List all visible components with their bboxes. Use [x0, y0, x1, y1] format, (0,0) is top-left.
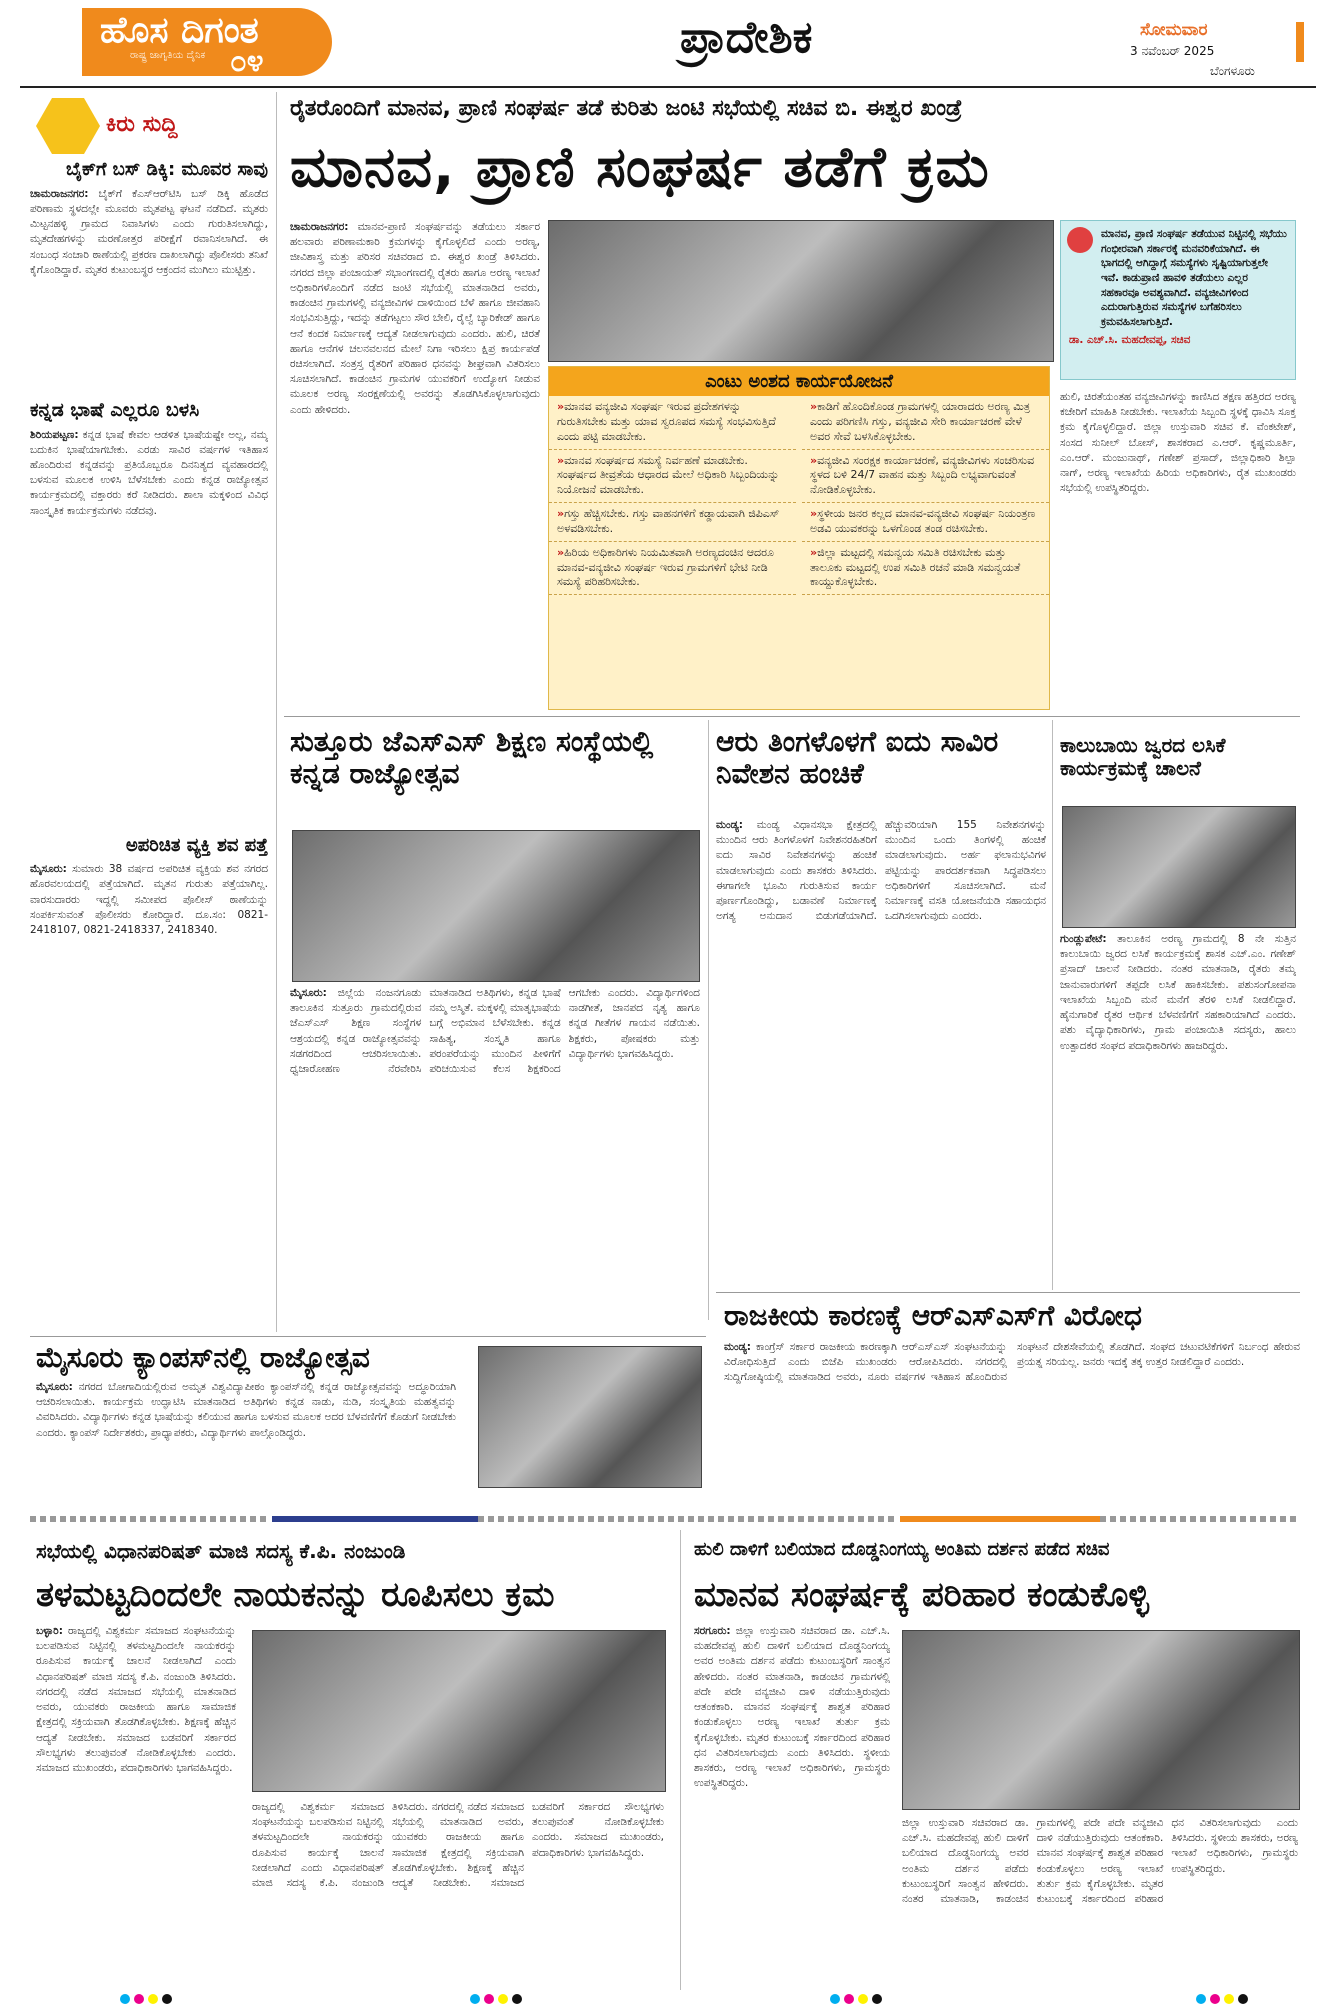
story-text: ಮಂಡ್ಯ ವಿಧಾನಸಭಾ ಕ್ಷೇತ್ರದಲ್ಲಿ ಮುಂದಿನ ಆರು ತಿಂಗಳೊಳಗೆ ನಿವೇಶನರಹಿತರಿಗೆ ಐದು ಸಾವಿರ ನಿವೇಶನಗಳನ್ನು ಹಂಚಿಕೆ ಮಾಡಲಾಗುವುದು ಎಂದು ಶಾಸಕರು ತಿಳಿಸಿದರು. ಈಗಾಗಲೇ ಭೂಮಿ ಗುರುತಿಸುವ ಕಾರ್ಯ ಪೂರ್ಣಗೊಂಡಿದ್ದು, ಬಡಾವಣೆ ನಿರ್ಮಾಣಕ್ಕೆ ಅಗತ್ಯ ಅನುದಾನ ಬಿಡುಗಡೆಯಾಗಿದೆ. ಹೆಚ್ಚುವರಿಯಾಗಿ 155 ನಿವೇಶನಗಳನ್ನು ಮುಂದಿನ ಒಂದು ತಿಂಗಳಲ್ಲಿ ಹಂಚಿಕೆ ಮಾಡಲಾಗುವುದು. ಅರ್ಹ ಫಲಾನುಭವಿಗಳ ಪಟ್ಟಿಯನ್ನು ಪಾರದರ್ಶಕವಾಗಿ ಸಿದ್ಧಪಡಿಸಲು ಅಧಿಕಾರಿಗಳಿಗೆ ಸೂಚಿಸಲಾಗಿದೆ. ಮನೆ ನಿರ್ಮಾಣಕ್ಕೆ ವಸತಿ ಯೋಜನೆಯಡಿ ಸಹಾಯಧನ ಒದಗಿಸಲಾಗುವುದು ಎಂದರು.: [716, 819, 1046, 923]
page-number: ೦೪: [230, 44, 264, 79]
story-text: ಜಿಲ್ಲೆಯ ನಂಜನಗೂಡು ತಾಲೂಕಿನ ಸುತ್ತೂರು ಗ್ರಾಮದಲ್ಲಿರುವ ಜೆಎಸ್‌ಎಸ್ ಶಿಕ್ಷಣ ಸಂಸ್ಥೆಗಳ ಆಶ್ರಯದಲ್ಲಿ ಕನ್ನಡ ರಾಜ್ಯೋತ್ಸವವನ್ನು ಸಡಗರದಿಂದ ಆಚರಿಸಲಾಯಿತು. ಧ್ವಜಾರೋಹಣ ನೆರವೇರಿಸಿ ಮಾತನಾಡಿದ ಅತಿಥಿಗಳು, ಕನ್ನಡ ಭಾಷೆ ನಮ್ಮ ಅಸ್ಮಿತೆ. ಮಕ್ಕಳಲ್ಲಿ ಮಾತೃಭಾಷೆಯ ಬಗ್ಗೆ ಅಭಿಮಾನ ಬೆಳೆಸಬೇಕು. ಕನ್ನಡ ಸಾಹಿತ್ಯ, ಸಂಸ್ಕೃತಿ ಹಾಗೂ ಪರಂಪರೆಯನ್ನು ಮುಂದಿನ ಪೀಳಿಗೆಗೆ ಪರಿಚಯಿಸುವ ಕೆಲಸ ಶಿಕ್ಷಕರಿಂದ ಆಗಬೇಕು ಎಂದರು. ವಿದ್ಯಾರ್ಥಿಗಳಿಂದ ನಾಡಗೀತೆ, ಜಾನಪದ ನೃತ್ಯ ಹಾಗೂ ಕನ್ನಡ ಗೀತೆಗಳ ಗಾಯನ ನಡೆಯಿತು. ಶಿಕ್ಷಕರು, ಪೋಷಕರು ಮತ್ತು ವಿದ್ಯಾರ್ಥಿಗಳು ಭಾಗವಹಿಸಿದ್ದರು.: [290, 987, 700, 1076]
section-title: ಪ್ರಾದೇಶಿಕ: [680, 12, 813, 63]
rss-body: [724, 1340, 1300, 1480]
section-divider: [284, 716, 1300, 717]
registration-mark-icon: [1224, 1994, 1234, 2004]
hand-pointer-icon: [36, 98, 100, 154]
paper-name: ಹೊಸ ದಿಗಂತ: [100, 10, 259, 51]
campus-headline[interactable]: ಮೈಸೂರು ಕ್ಯಾಂಪಸ್‌ನಲ್ಲಿ ರಾಜ್ಯೋತ್ಸವ: [36, 1341, 370, 1374]
lead-body-continued: ಹುಲಿ, ಚಿರತೆಯಂತಹ ವನ್ಯಜೀವಿಗಳನ್ನು ಕಾಣಿಸಿದ ತಕ್ಷಣ ಹತ್ತಿರದ ಅರಣ್ಯ ಕಚೇರಿಗೆ ಮಾಹಿತಿ ನೀಡಬೇಕು. ಇಲಾಖೆಯ ಸಿಬ್ಬಂದಿ ಸ್ಥಳಕ್ಕೆ ಧಾವಿಸಿ ಸೂಕ್ತ ಕ್ರಮ ಕೈಗೊಳ್ಳಲಿದ್ದಾರೆ. ಜಿಲ್ಲಾ ಉಸ್ತುವಾರಿ ಸಚಿವ ಕೆ. ವೆಂಕಟೇಶ್, ಸಂಸದ ಸುನೀಲ್ ಬೋಸ್, ಶಾಸಕರಾದ ಎ.ಆರ್. ಕೃಷ್ಣಮೂರ್ತಿ, ಎಂ.ಆರ್. ಮಂಜುನಾಥ್, ಗಣೇಶ್ ಪ್ರಸಾದ್, ಜಿಲ್ಲಾಧಿಕಾರಿ ಶಿಲ್ಪಾ ನಾಗ್, ಅರಣ್ಯ ಇಲಾಖೆಯ ಹಿರಿಯ ಅಧಿಕಾರಿಗಳು, ರೈತ ಮುಖಂಡರು ಸಭೆಯಲ್ಲಿ ಉಪಸ್ಥಿತರಿದ್ದರು.: [1060, 391, 1296, 495]
header-day: ಸೋಮವಾರ: [1140, 20, 1208, 40]
registration-mark-icon: [1238, 1994, 1248, 2004]
story-text: ತಾಲೂಕಿನ ಅರಣ್ಯ ಗ್ರಾಮದಲ್ಲಿ 8 ನೇ ಸುತ್ತಿನ ಕಾಲುಬಾಯಿ ಜ್ವರದ ಲಸಿಕೆ ಕಾರ್ಯಕ್ರಮಕ್ಕೆ ಶಾಸಕ ಎಚ್.ಎಂ. ಗಣೇಶ್ ಪ್ರಸಾದ್ ಚಾಲನೆ ನೀಡಿದರು. ನಂತರ ಮಾತನಾಡಿ, ರೈತರು ತಮ್ಮ ಜಾನುವಾರುಗಳಿಗೆ ತಪ್ಪದೇ ಲಸಿಕೆ ಹಾಕಿಸಬೇಕು. ಪಶುಸಂಗೋಪನಾ ಇಲಾಖೆಯ ಸಿಬ್ಬಂದಿ ಮನೆ ಮನೆಗೆ ತೆರಳಿ ಲಸಿಕೆ ನೀಡಲಿದ್ದಾರೆ. ಹೈನುಗಾರಿಕೆ ರೈತರ ಆರ್ಥಿಕ ಬೆಳವಣಿಗೆಗೆ ಸಹಕಾರಿಯಾಗಿದೆ ಎಂದರು. ಪಶು ವೈದ್ಯಾಧಿಕಾರಿಗಳು, ಗ್ರಾಮ ಪಂಚಾಯಿತಿ ಸದಸ್ಯರು, ಹಾಲು ಉತ್ಪಾದಕರ ಸಂಘದ ಪದಾಧಿಕಾರಿಗಳು ಹಾಜರಿದ್ದರು.: [1060, 933, 1296, 1052]
plan-item: » ಹಿರಿಯ ಅಧಿಕಾರಿಗಳು ನಿಯಮಿತವಾಗಿ ಅರಣ್ಯದಂಚಿನ ಆದರೂ ಮಾನವ-ವನ್ಯಜೀವಿ ಸಂಘರ್ಷ ಇರುವ ಗ್ರಾಮಗಳಿಗೆ ಭೇಟಿ ನೀಡಿ ಸಮಸ್ಯೆ ಪರಿಹರಿಸಬೇಕು.: [549, 542, 796, 596]
action-plan-box: [548, 366, 1050, 710]
story-body-kannada: [30, 428, 268, 828]
story-text: ಸುಮಾರು 38 ವರ್ಷದ ಅಪರಿಚಿತ ವ್ಯಕ್ತಿಯ ಶವ ನಗರದ ಹೊರವಲಯದಲ್ಲಿ ಪತ್ತೆಯಾಗಿದೆ. ಮೃತನ ಗುರುತು ಪತ್ತೆಯಾಗಿಲ್ಲ. ವಾರಸುದಾರರು ಇದ್ದಲ್ಲಿ ಸಮೀಪದ ಪೊಲೀಸ್ ಠಾಣೆಯನ್ನು ಸಂಪರ್ಕಿಸುವಂತೆ ಪೊಲೀಸರು ಕೋರಿದ್ದಾರೆ. ದೂ.ಸಂ: 0821-2418107, 0821-2418337, 2418340.: [30, 863, 268, 937]
quote-icon: [1067, 227, 1093, 253]
registration-mark-icon: [470, 1994, 480, 2004]
registration-mark-icon: [148, 1994, 158, 2004]
nanjundi-photo: [252, 1630, 666, 1792]
lead-headline[interactable]: ಮಾನವ, ಪ್ರಾಣಿ ಸಂಘರ್ಷ ತಡೆಗೆ ಕ್ರಮ: [290, 135, 990, 200]
column-divider: [276, 92, 277, 1332]
registration-mark-icon: [858, 1994, 868, 2004]
story-headline-bus-accident[interactable]: ಬೈಕ್‌ಗೆ ಬಸ್ ಡಿಕ್ಕಿ: ಮೂವರ ಸಾವು: [65, 159, 268, 180]
header-accent-bar: [1296, 22, 1304, 62]
kalubai-body: [1060, 932, 1296, 1288]
nanjundi-kicker: ಸಭೆಯಲ್ಲಿ ವಿಧಾನಪರಿಷತ್ ಮಾಜಿ ಸದಸ್ಯ ಕೆ.ಪಿ. ನಂಜುಂಡಿ: [36, 1539, 406, 1563]
story-text: ನಗರದ ಬೋಗಾದಿಯಲ್ಲಿರುವ ಅಮೃತ ವಿಶ್ವವಿದ್ಯಾಪೀಠಂ ಕ್ಯಾಂಪಸ್‌ನಲ್ಲಿ ಕನ್ನಡ ರಾಜ್ಯೋತ್ಸವವನ್ನು ಅದ್ಧೂರಿಯಾಗಿ ಆಚರಿಸಲಾಯಿತು. ಕಾರ್ಯಕ್ರಮ ಉದ್ಘಾಟಿಸಿ ಮಾತನಾಡಿದ ಅತಿಥಿಗಳು ಕನ್ನಡ ನಾಡು, ನುಡಿ, ಸಂಸ್ಕೃತಿಯ ಮಹತ್ವವನ್ನು ವಿವರಿಸಿದರು. ವಿದ್ಯಾರ್ಥಿಗಳು ಕನ್ನಡ ಭಾಷೆಯನ್ನು ಕಲಿಯುವ ಹಾಗೂ ಬಳಸುವ ಮೂಲಕ ಅದರ ಬೆಳವಣಿಗೆಗೆ ಕೊಡುಗೆ ನೀಡಬೇಕು ಎಂದರು. ಕ್ಯಾಂಪಸ್ ನಿರ್ದೇಶಕರು, ಪ್ರಾಧ್ಯಾಪಕರು, ವಿದ್ಯಾರ್ಥಿಗಳು ಪಾಲ್ಗೊಂಡಿದ್ದರು.: [36, 1381, 456, 1439]
lead-kicker: ರೈತರೊಂದಿಗೆ ಮಾನವ, ಪ್ರಾಣಿ ಸಂಘರ್ಷ ತಡೆ ಕುರಿತು ಜಂಟಿ ಸಭೆಯಲ್ಲಿ ಸಚಿವ ಬಿ. ಈಶ್ವರ ಖಂಡ್ರೆ: [290, 96, 962, 121]
dateline: ಮೈಸೂರು:: [290, 987, 327, 999]
plan-item: » ಮಾನವ ವನ್ಯಜೀವಿ ಸಂಘರ್ಷ ಇರುವ ಪ್ರದೇಶಗಳನ್ನು ಗುರುತಿಸಬೇಕು ಮತ್ತು ಯಾವ ಸ್ವರೂಪದ ಸಮಸ್ಯೆ ಸಂಭವಿಸುತ್ತಿದೆ ಎಂದು ಪಟ್ಟಿ ಮಾಡಬೇಕು.: [549, 396, 796, 450]
dateline: ಶಿರಿಯಪಟ್ಟಣ:: [30, 428, 79, 441]
story-headline-kannada[interactable]: ಕನ್ನಡ ಭಾಷೆ ಎಲ್ಲರೂ ಬಳಸಿ: [30, 398, 200, 421]
divider-strip: [900, 1516, 1100, 1522]
registration-mark-icon: [498, 1994, 508, 2004]
nanjundi-body-continued: ರಾಜ್ಯದಲ್ಲಿ ವಿಶ್ವಕರ್ಮ ಸಮಾಜದ ಸಂಘಟನೆಯನ್ನು ಬಲಪಡಿಸುವ ನಿಟ್ಟಿನಲ್ಲಿ ತಳಮಟ್ಟದಿಂದಲೇ ನಾಯಕರನ್ನು ರೂಪಿಸುವ ಕಾರ್ಯಕ್ಕೆ ಚಾಲನೆ ನೀಡಲಾಗಿದೆ ಎಂದು ವಿಧಾನಪರಿಷತ್ ಮಾಜಿ ಸದಸ್ಯ ಕೆ.ಪಿ. ನಂಜುಂಡಿ ತಿಳಿಸಿದರು. ನಗರದಲ್ಲಿ ನಡೆದ ಸಮಾಜದ ಸಭೆಯಲ್ಲಿ ಮಾತನಾಡಿದ ಅವರು, ಯುವಕರು ರಾಜಕೀಯ ಹಾಗೂ ಸಾಮಾಜಿಕ ಕ್ಷೇತ್ರದಲ್ಲಿ ಸಕ್ರಿಯವಾಗಿ ತೊಡಗಿಕೊಳ್ಳಬೇಕು. ಶಿಕ್ಷಣಕ್ಕೆ ಹೆಚ್ಚಿನ ಆದ್ಯತೆ ನೀಡಬೇಕು. ಸಮಾಜದ ಬಡವರಿಗೆ ಸರ್ಕಾರದ ಸೌಲಭ್ಯಗಳು ತಲುಪುವಂತೆ ನೋಡಿಕೊಳ್ಳಬೇಕು ಎಂದರು. ಸಮಾಜದ ಮುಖಂಡರು, ಪದಾಧಿಕಾರಿಗಳು ಭಾಗವಹಿಸಿದ್ದರು.: [252, 1801, 664, 1890]
story-text: ಕನ್ನಡ ಭಾಷೆ ಕೇವಲ ಆಡಳಿತ ಭಾಷೆಯಷ್ಟೇ ಅಲ್ಲ, ನಮ್ಮ ಬದುಕಿನ ಭಾಷೆಯಾಗಬೇಕು. ಎರಡು ಸಾವಿರ ವರ್ಷಗಳ ಇತಿಹಾಸ ಹೊಂದಿರುವ ಕನ್ನಡವನ್ನು ಪ್ರತಿಯೊಬ್ಬರೂ ದಿನನಿತ್ಯದ ವ್ಯವಹಾರದಲ್ಲಿ ಬಳಸುವ ಮೂಲಕ ಉಳಿಸಿ ಬೆಳೆಸಬೇಕು ಎಂದು ಕನ್ನಡ ರಾಜ್ಯೋತ್ಸವ ಕಾರ್ಯಕ್ರಮದಲ್ಲಿ ವಕ್ತಾರರು ಕರೆ ನೀಡಿದರು. ಶಾಲಾ ಮಕ್ಕಳಿಂದ ವಿವಿಧ ಸಾಂಸ್ಕೃತಿಕ ಕಾರ್ಯಕ್ರಮಗಳು ನಡೆದವು.: [30, 428, 268, 517]
plan-item: » ಕಾಡಿಗೆ ಹೊಂದಿಕೊಂಡ ಗ್ರಾಮಗಳಲ್ಲಿ ಯಾರಾದರು ಅರಣ್ಯ ಮಿತ್ರ ಎಂದು ಪರಿಗಣಿಸಿ ಗಸ್ತು, ವನ್ಯಜೀವಿ ಸೇರಿ ಕಾರ್ಯಾಚರಣೆ ವೇಳೆ ಅವರ ಸೇವೆ ಬಳಸಿಕೊಳ್ಳಬೇಕು.: [802, 396, 1049, 450]
dateline: ಮಂಡ್ಯ:: [724, 1341, 751, 1353]
registration-mark-icon: [1210, 1994, 1220, 2004]
paper-tagline: ರಾಷ್ಟ್ರ ಜಾಗೃತಿಯ ದೈನಿಕ: [130, 50, 206, 61]
plan-item: » ಜಿಲ್ಲಾ ಮಟ್ಟದಲ್ಲಿ ಸಮನ್ವಯ ಸಮಿತಿ ರಚಿಸಬೇಕು ಮತ್ತು ತಾಲೂಕು ಮಟ್ಟದಲ್ಲಿ ಉಪ ಸಮಿತಿ ರಚನೆ ಮಾಡಿ ಸಮನ್ವಯತೆ ಕಾಯ್ದುಕೊಳ್ಳಬೇಕು.: [802, 542, 1049, 596]
divider-strip: [272, 1516, 478, 1522]
column-divider: [1052, 720, 1053, 1290]
column-divider: [708, 720, 709, 1320]
registration-mark-icon: [844, 1994, 854, 2004]
plan-item: » ಗಸ್ತು ಹೆಚ್ಚಿಸಬೇಕು. ಗಸ್ತು ವಾಹನಗಳಿಗೆ ಕಡ್ಡಾಯವಾಗಿ ಜಿಪಿಎಸ್ ಅಳವಡಿಸಬೇಕು.: [549, 503, 796, 542]
story-body-body-found: [30, 862, 268, 1302]
dateline: ಚಾಮರಾಜನಗರ:: [290, 221, 349, 233]
story-text: ರಾಜ್ಯದಲ್ಲಿ ವಿಶ್ವಕರ್ಮ ಸಮಾಜದ ಸಂಘಟನೆಯನ್ನು ಬಲಪಡಿಸುವ ನಿಟ್ಟಿನಲ್ಲಿ ತಳಮಟ್ಟದಿಂದಲೇ ನಾಯಕರನ್ನು ರೂಪಿಸುವ ಕಾರ್ಯಕ್ಕೆ ಚಾಲನೆ ನೀಡಲಾಗಿದೆ ಎಂದು ವಿಧಾನಪರಿಷತ್ ಮಾಜಿ ಸದಸ್ಯ ಕೆ.ಪಿ. ನಂಜುಂಡಿ ತಿಳಿಸಿದರು. ನಗರದಲ್ಲಿ ನಡೆದ ಸಮಾಜದ ಸಭೆಯಲ್ಲಿ ಮಾತನಾಡಿದ ಅವರು, ಯುವಕರು ರಾಜಕೀಯ ಹಾಗೂ ಸಾಮಾಜಿಕ ಕ್ಷೇತ್ರದಲ್ಲಿ ಸಕ್ರಿಯವಾಗಿ ತೊಡಗಿಕೊಳ್ಳಬೇಕು. ಶಿಕ್ಷಣಕ್ಕೆ ಹೆಚ್ಚಿನ ಆದ್ಯತೆ ನೀಡಬೇಕು. ಸಮಾಜದ ಬಡವರಿಗೆ ಸರ್ಕಾರದ ಸೌಲಭ್ಯಗಳು ತಲುಪುವಂತೆ ನೋಡಿಕೊಳ್ಳಬೇಕು ಎಂದರು. ಸಮಾಜದ ಮುಖಂಡರು, ಪದಾಧಿಕಾರಿಗಳು ಭಾಗವಹಿಸಿದ್ದರು.: [36, 1625, 236, 1774]
dateline: ಮೈಸೂರು:: [36, 1381, 73, 1393]
dateline: ಬಳ್ಳಾರಿ:: [36, 1625, 63, 1637]
suttur-body: [290, 986, 700, 1326]
story-text: ಬೈಕ್‌ಗೆ ಕೆಎಸ್‌ಆರ್‌ಟಿಸಿ ಬಸ್ ಡಿಕ್ಕಿ ಹೊಡೆದ ಪರಿಣಾಮ ಸ್ಥಳದಲ್ಲೇ ಮೂವರು ಮೃತಪಟ್ಟ ಘಟನೆ ನಡೆದಿದೆ. ಮೃತರು ಮಿಟ್ಟನಹಳ್ಳಿ ಗ್ರಾಮದ ನಿವಾಸಿಗಳು ಎಂದು ಗುರುತಿಸಲಾಗಿದ್ದು, ಮೃತದೇಹಗಳನ್ನು ಮರಣೋತ್ತರ ಪರೀಕ್ಷೆಗೆ ರವಾನಿಸಲಾಗಿದೆ. ಈ ಸಂಬಂಧ ಸಂಚಾರಿ ಠಾಣೆಯಲ್ಲಿ ಪ್ರಕರಣ ದಾಖಲಾಗಿದ್ದು ಪೊಲೀಸರು ತನಿಖೆ ಕೈಗೊಂಡಿದ್ದಾರೆ. ಮೃತರ ಕುಟುಂಬಸ್ಥರ ಆಕ್ರಂದನ ಮುಗಿಲು ಮುಟ್ಟಿತ್ತು.: [30, 187, 268, 276]
registration-mark-icon: [830, 1994, 840, 2004]
story-body-bus-accident: [30, 187, 268, 392]
action-plan-title: ಎಂಟು ಅಂಶದ ಕಾರ್ಯಯೋಜನೆ: [549, 367, 1049, 396]
header-rule: [20, 86, 1316, 88]
column-divider: [680, 1530, 681, 1990]
housing-headline[interactable]: ಆರು ತಿಂಗಳೊಳಗೆ ಐದು ಸಾವಿರ ನಿವೇಶನ ಹಂಚಿಕೆ: [716, 725, 999, 791]
parihara-photo: [902, 1630, 1300, 1810]
housing-body: [716, 818, 1046, 1288]
plan-item: » ವನ್ಯಜೀವಿ ಸಂರಕ್ಷಕ ಕಾರ್ಯಾಚರಣೆ, ವನ್ಯಜೀವಿಗಳು ಸಂಚರಿಸುವ ಸ್ಥಳದ ಬಳಿ 24/7 ವಾಹನ ಮತ್ತು ಸಿಬ್ಬಂದಿ ಲಭ್ಯವಾಗುವಂತೆ ನೋಡಿಕೊಳ್ಳಬೇಕು.: [802, 450, 1049, 504]
divider-strip: [478, 1516, 898, 1522]
quote-attribution: ಡಾ. ಎಚ್.ಸಿ. ಮಹದೇವಪ್ಪ, ಸಚಿವ: [1069, 333, 1191, 346]
story-text: ಮಾನವ-ಪ್ರಾಣಿ ಸಂಘರ್ಷವನ್ನು ತಡೆಯಲು ಸರ್ಕಾರ ಹಲವಾರು ಪರಿಣಾಮಕಾರಿ ಕ್ರಮಗಳನ್ನು ಕೈಗೊಳ್ಳಲಿದೆ ಎಂದು ಅರಣ್ಯ, ಜೀವಿಶಾಸ್ತ್ರ ಮತ್ತು ಪರಿಸರ ಸಚಿವರಾದ ಬಿ. ಈಶ್ವರ ಖಂಡ್ರೆ ತಿಳಿಸಿದರು. ನಗರದ ಜಿಲ್ಲಾ ಪಂಚಾಯತ್ ಸಭಾಂಗಣದಲ್ಲಿ ರೈತರು ಹಾಗೂ ಅರಣ್ಯ ಇಲಾಖೆ ಅಧಿಕಾರಿಗಳೊಂದಿಗೆ ನಡೆದ ಜಂಟಿ ಸಭೆಯಲ್ಲಿ ಮಾತನಾಡಿದ ಅವರು, ಕಾಡಂಚಿನ ಗ್ರಾಮಗಳಲ್ಲಿ ವನ್ಯಜೀವಿಗಳ ದಾಳಿಯಿಂದ ಬೆಳೆ ಹಾಗೂ ಜೀವಹಾನಿ ಸಂಭವಿಸುತ್ತಿದ್ದು, ಇದನ್ನು ತಡೆಗಟ್ಟಲು ಸೌರ ಬೇಲಿ, ರೈಲ್ವೆ ಬ್ಯಾರಿಕೇಡ್ ಹಾಗೂ ಆನೆ ಕಂದಕ ನಿರ್ಮಾಣಕ್ಕೆ ಆದ್ಯತೆ ನೀಡಲಾಗುವುದು ಎಂದರು. ಹುಲಿ, ಚಿರತೆ ಹಾಗೂ ಆನೆಗಳ ಚಲನವಲನದ ಮೇಲೆ ನಿಗಾ ಇರಿಸಲು ಕ್ಷಿಪ್ರ ಕಾರ್ಯಪಡೆ ರಚಿಸಲಾಗಿದೆ. ಸಂತ್ರಸ್ತ ರೈತರಿಗೆ ಪರಿಹಾರ ಧನವನ್ನು ಶೀಘ್ರವಾಗಿ ವಿತರಿಸಲು ಸೂಚಿಸಲಾಗಿದೆ. ಕಾಡಂಚಿನ ಗ್ರಾಮಗಳ ಯುವಕರಿಗೆ ಉದ್ಯೋಗ ನೀಡುವ ಮೂಲಕ ಅರಣ್ಯ ಸಂರಕ್ಷಣೆಯಲ್ಲಿ ಅವರನ್ನು ತೊಡಗಿಸಿಕೊಳ್ಳಲಾಗುವುದು ಎಂದು ಹೇಳಿದರು.: [290, 221, 540, 416]
parihara-headline[interactable]: ಮಾನವ ಸಂಘರ್ಷಕ್ಕೆ ಪರಿಹಾರ ಕಂಡುಕೊಳ್ಳಿ: [694, 1575, 1150, 1615]
parihara-body: [694, 1624, 890, 1984]
plan-item: » ಸ್ಥಳೀಯ ಜನರ ಕಲ್ಲದ ಮಾನವ-ವನ್ಯಜೀವಿ ಸಂಘರ್ಷ ನಿಯಂತ್ರಣ ಅಡವಿ ಯುವಕರನ್ನು ಒಳಗೊಂಡ ತಂಡ ರಚಿಸಬೇಕು.: [802, 503, 1049, 542]
suttur-headline[interactable]: ಸುತ್ತೂರು ಜೆಎಸ್‌ಎಸ್ ಶಿಕ್ಷಣ ಸಂಸ್ಥೆಯಲ್ಲಿ ಕನ್ನಡ ರಾಜ್ಯೋತ್ಸವ: [290, 725, 654, 791]
registration-mark-icon: [162, 1994, 172, 2004]
campus-body: [36, 1380, 456, 1490]
registration-mark-icon: [1196, 1994, 1206, 2004]
registration-mark-icon: [872, 1994, 882, 2004]
story-text: ಜಿಲ್ಲಾ ಉಸ್ತುವಾರಿ ಸಚಿವರಾದ ಡಾ. ಎಚ್.ಸಿ. ಮಹದೇವಪ್ಪ ಹುಲಿ ದಾಳಿಗೆ ಬಲಿಯಾದ ದೊಡ್ಡನಿಂಗಯ್ಯ ಅವರ ಅಂತಿಮ ದರ್ಶನ ಪಡೆದು ಕುಟುಂಬಸ್ಥರಿಗೆ ಸಾಂತ್ವನ ಹೇಳಿದರು. ನಂತರ ಮಾತನಾಡಿ, ಕಾಡಂಚಿನ ಗ್ರಾಮಗಳಲ್ಲಿ ಪದೇ ಪದೇ ವನ್ಯಜೀವಿ ದಾಳಿ ನಡೆಯುತ್ತಿರುವುದು ಆತಂಕಕಾರಿ. ಮಾನವ ಸಂಘರ್ಷಕ್ಕೆ ಶಾಶ್ವತ ಪರಿಹಾರ ಕಂಡುಕೊಳ್ಳಲು ಅರಣ್ಯ ಇಲಾಖೆ ತುರ್ತು ಕ್ರಮ ಕೈಗೊಳ್ಳಬೇಕು. ಮೃತರ ಕುಟುಂಬಕ್ಕೆ ಸರ್ಕಾರದಿಂದ ಪರಿಹಾರ ಧನ ವಿತರಿಸಲಾಗುವುದು ಎಂದು ತಿಳಿಸಿದರು. ಸ್ಥಳೀಯ ಶಾಸಕರು, ಅರಣ್ಯ ಇಲಾಖೆ ಅಧಿಕಾರಿಗಳು, ಗ್ರಾಮಸ್ಥರು ಉಪಸ್ಥಿತರಿದ್ದರು.: [694, 1625, 890, 1790]
header-date: 3 ನವೆಂಬರ್ 2025: [1130, 44, 1215, 58]
kalubai-photo: [1062, 806, 1296, 928]
parihara-body-continued: ಜಿಲ್ಲಾ ಉಸ್ತುವಾರಿ ಸಚಿವರಾದ ಡಾ. ಎಚ್.ಸಿ. ಮಹದೇವಪ್ಪ ಹುಲಿ ದಾಳಿಗೆ ಬಲಿಯಾದ ದೊಡ್ಡನಿಂಗಯ್ಯ ಅವರ ಅಂತಿಮ ದರ್ಶನ ಪಡೆದು ಕುಟುಂಬಸ್ಥರಿಗೆ ಸಾಂತ್ವನ ಹೇಳಿದರು. ನಂತರ ಮಾತನಾಡಿ, ಕಾಡಂಚಿನ ಗ್ರಾಮಗಳಲ್ಲಿ ಪದೇ ಪದೇ ವನ್ಯಜೀವಿ ದಾಳಿ ನಡೆಯುತ್ತಿರುವುದು ಆತಂಕಕಾರಿ. ಮಾನವ ಸಂಘರ್ಷಕ್ಕೆ ಶಾಶ್ವತ ಪರಿಹಾರ ಕಂಡುಕೊಳ್ಳಲು ಅರಣ್ಯ ಇಲಾಖೆ ತುರ್ತು ಕ್ರಮ ಕೈಗೊಳ್ಳಬೇಕು. ಮೃತರ ಕುಟುಂಬಕ್ಕೆ ಸರ್ಕಾರದಿಂದ ಪರಿಹಾರ ಧನ ವಿತರಿಸಲಾಗುವುದು ಎಂದು ತಿಳಿಸಿದರು. ಸ್ಥಳೀಯ ಶಾಸಕರು, ಅರಣ್ಯ ಇಲಾಖೆ ಅಧಿಕಾರಿಗಳು, ಗ್ರಾಮಸ್ಥರು ಉಪಸ್ಥಿತರಿದ್ದರು.: [902, 1817, 1298, 1906]
quote-box: [1060, 220, 1296, 380]
left-column: [30, 160, 268, 1295]
registration-mark-icon: [134, 1994, 144, 2004]
dateline: ಮಂಡ್ಯ:: [716, 819, 743, 831]
plan-item: » ಮಾನವ ಸಂಘರ್ಷದ ಸಮಸ್ಯೆ ನಿರ್ವಹಣೆ ಮಾಡಬೇಕು. ಸಂಘರ್ಷದ ತೀವ್ರತೆಯ ಆಧಾರದ ಮೇಲೆ ಅಧಿಕಾರಿ ಸಿಬ್ಬಂದಿಯನ್ನು ನಿಯೋಜನೆ ಮಾಡಬೇಕು.: [549, 450, 796, 504]
dateline: ಮೈಸೂರು:: [30, 863, 67, 876]
kiru-suddi-label: ಕಿರು ಸುದ್ದಿ: [106, 112, 178, 137]
divider-strip: [1100, 1516, 1300, 1522]
lead-body: [290, 220, 540, 710]
registration-mark-icon: [484, 1994, 494, 2004]
rss-headline[interactable]: ರಾಜಕೀಯ ಕಾರಣಕ್ಕೆ ಆರ್‌ಎಸ್‌ಎಸ್‌ಗೆ ವಿರೋಧ: [724, 1299, 1142, 1332]
dateline: ಸರಗೂರು:: [694, 1625, 731, 1637]
registration-mark-icon: [512, 1994, 522, 2004]
dateline: ಗುಂಡ್ಲುಪೇಟೆ:: [1060, 933, 1107, 945]
nanjundi-body: [36, 1624, 236, 1984]
kalubai-headline[interactable]: ಕಾಲುಬಾಯಿ ಜ್ವರದ ಲಸಿಕೆ ಕಾರ್ಯಕ್ರಮಕ್ಕೆ ಚಾಲನೆ: [1060, 733, 1226, 780]
section-divider: [716, 1292, 1300, 1293]
dateline: ಚಾಮರಾಜನಗರ:: [30, 187, 89, 200]
header-city: ಬೆಂಗಳೂರು: [1210, 64, 1255, 78]
lead-photo: [548, 220, 1054, 362]
campus-photo: [478, 1346, 702, 1488]
suttur-photo: [292, 830, 700, 982]
parihara-kicker: ಹುಲಿ ದಾಳಿಗೆ ಬಲಿಯಾದ ದೊಡ್ಡನಿಂಗಯ್ಯ ಅಂತಿಮ ದರ್ಶನ ಪಡೆದ ಸಚಿವ: [694, 1539, 1110, 1560]
registration-mark-icon: [120, 1994, 130, 2004]
nanjundi-headline[interactable]: ತಳಮಟ್ಟದಿಂದಲೇ ನಾಯಕನನ್ನು ರೂಪಿಸಲು ಕ್ರಮ: [36, 1575, 555, 1615]
quote-text: ಮಾನವ, ಪ್ರಾಣಿ ಸಂಘರ್ಷ ತಡೆಯುವ ನಿಟ್ಟಿನಲ್ಲಿ ಸಭೆಯು ಗಂಭೀರವಾಗಿ ಸರ್ಕಾರಕ್ಕೆ ಮನವರಿಕೆಯಾಗಿದೆ. ಈ ಭಾಗದಲ್ಲಿ ಆಗಿದ್ದಾಗ್ಗೆ ಸಮಸ್ಯೆಗಳು ಸೃಷ್ಟಿಯಾಗುತ್ತಲೇ ಇವೆ. ಕಾಡುಪ್ರಾಣಿ ಹಾವಳಿ ತಡೆಯಲು ಎಲ್ಲರ ಸಹಕಾರವೂ ಅವಶ್ಯವಾಗಿದೆ. ವನ್ಯಜೀವಿಗಳಿಂದ ಎದುರಾಗುತ್ತಿರುವ ಸಮಸ್ಯೆಗಳ ಬಗೆಹರಿಸಲು ಕ್ರಮವಹಿಸಲಾಗುತ್ತಿದೆ.: [1101, 228, 1287, 329]
story-text: ಕಾಂಗ್ರೆಸ್ ಸರ್ಕಾರ ರಾಜಕೀಯ ಕಾರಣಕ್ಕಾಗಿ ಆರ್‌ಎಸ್‌ಎಸ್ ಸಂಘಟನೆಯನ್ನು ವಿರೋಧಿಸುತ್ತಿದೆ ಎಂದು ಬಿಜೆಪಿ ಮುಖಂಡರು ಆರೋಪಿಸಿದರು. ನಗರದಲ್ಲಿ ಸುದ್ದಿಗೋಷ್ಠಿಯಲ್ಲಿ ಮಾತನಾಡಿದ ಅವರು, ನೂರು ವರ್ಷಗಳ ಇತಿಹಾಸ ಹೊಂದಿರುವ ಸಂಘಟನೆ ದೇಶಸೇವೆಯಲ್ಲಿ ತೊಡಗಿದೆ. ಸಂಘದ ಚಟುವಟಿಕೆಗಳಿಗೆ ನಿರ್ಬಂಧ ಹೇರುವ ಪ್ರಯತ್ನ ಸರಿಯಲ್ಲ. ಜನರು ಇದಕ್ಕೆ ತಕ್ಕ ಉತ್ತರ ನೀಡಲಿದ್ದಾರೆ ಎಂದರು.: [724, 1341, 1300, 1384]
story-headline-body-found[interactable]: ಅಪರಿಚಿತ ವ್ಯಕ್ತಿ ಶವ ಪತ್ತೆ: [125, 834, 268, 856]
section-divider: [30, 1336, 706, 1337]
divider-strip: [30, 1516, 270, 1522]
